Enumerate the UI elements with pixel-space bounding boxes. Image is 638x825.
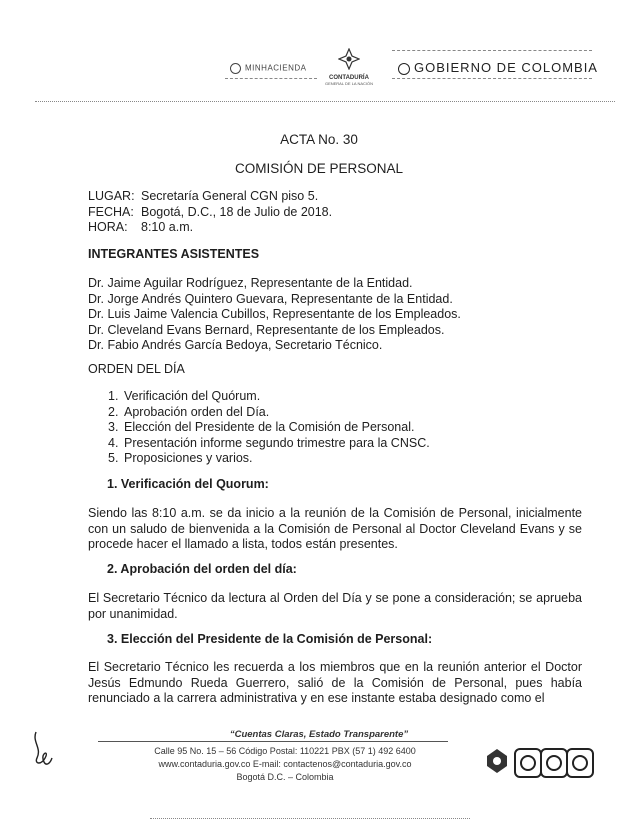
member-item: Dr. Luis Jaime Valencia Cubillos, Representante de los Empleados. [88,307,461,321]
section-3-heading: 3. Elección del Presidente de la Comisión de Personal: [107,632,433,646]
icontec-logo [486,748,508,774]
iso-logo [566,748,594,778]
orden-item: 4. Presentación informe segundo trimestre para la CNSC. [108,435,430,450]
footer-web: www.contaduria.gov.co E-mail: contactenos@contaduria.gov.co [158,759,412,769]
section-3-paragraph: El Secretario Técnico les recuerda a los miembros que en la reunión anterior el Doctor Jesús Edmundo Rueda Guerrero, salió de la Comisión de Personal, pues había renunciado a la carrera administrativa y en ese instante estaba designado como el [88,660,582,705]
gobierno-logo: GOBIERNO DE COLOMBIA [398,60,598,75]
colombia-seal-icon [398,63,410,75]
bottom-scan-artifact [150,818,470,819]
iqnet-logo [514,748,542,778]
iso-seal-icon [568,750,592,776]
header-divider [35,101,615,102]
acta-title: ACTA No. 30 [280,132,358,147]
orden-item: 1. Verificación del Quórum. [108,389,261,403]
contaduria-emblem-icon [338,48,360,70]
header-rule-left [225,78,317,79]
member-item: Dr. Jorge Andrés Quintero Guevara, Representante de la Entidad. [88,291,453,306]
gp-logo [540,748,568,778]
member-item: Dr. Jaime Aguilar Rodríguez, Representante de la Entidad. [88,276,413,290]
meeting-details: LUGAR: Secretaría General CGN piso 5. FECHA: Bogotá, D.C., 18 de Julio de 2018. HORA: 8:10 a.m. [88,189,333,234]
contaduria-logo: CONTADURÍA GENERAL DE LA NACIÓN [324,48,374,86]
fecha-value: Bogotá, D.C., 18 de Julio de 2018. [141,204,333,219]
mintrabajo-logo: MINHACIENDA [230,63,307,74]
asistentes-list [88,276,461,354]
orden-item: 2. Aprobación orden del Día. [108,404,270,419]
certification-icon [486,748,508,774]
section-1-heading: 1. Verificación del Quorum: [107,477,269,491]
member-item: Dr. Fabio Andrés García Bedoya, Secretario Técnico. [88,338,383,352]
section-2-heading: 2. Aprobación del orden del día: [107,562,297,576]
footer-slogan: “Cuentas Claras, Estado Transparente” [229,729,409,740]
header-rule-top-right [392,50,592,51]
asistentes-heading: INTEGRANTES ASISTENTES [88,247,260,261]
orden-heading: ORDEN DEL DÍA [88,362,185,376]
gp-certification-icon [516,750,540,776]
member-item: Dr. Cleveland Evans Bernard, Representante de los Empleados. [88,322,445,337]
orden-list [108,389,430,467]
comision-title: COMISIÓN DE PERSONAL [234,161,404,176]
footer-city: Bogotá D.C. – Colombia [236,772,334,782]
lugar-value: Secretaría General CGN piso 5. [141,189,319,203]
footer-rule [98,741,448,742]
hora-value: 8:10 a.m. [141,220,194,234]
coat-of-arms-icon [230,63,241,74]
orden-item: 5. Proposiciones y varios. [108,451,253,465]
gp-seal-icon [542,750,566,776]
orden-item: 3. Elección del Presidente de la Comisión de Personal. [108,420,415,434]
header-rule-right [392,78,592,79]
section-1-paragraph: Siendo las 8:10 a.m. se da inicio a la reunión de la Comisión de Personal, inicialmente con un saludo de bienvenida a la Comisión de Personal al Doctor Cleveland Evans y se procede hacer el llamado a lista, todos están presentes. [88,506,582,551]
section-2-paragraph: El Secretario Técnico da lectura al Orden del Día y se pone a consideración; se aprueba por unanimidad. [88,591,582,621]
footer-address: Calle 95 No. 15 – 56 Código Postal: 110221 PBX (57 1) 492 6400 [154,746,416,756]
